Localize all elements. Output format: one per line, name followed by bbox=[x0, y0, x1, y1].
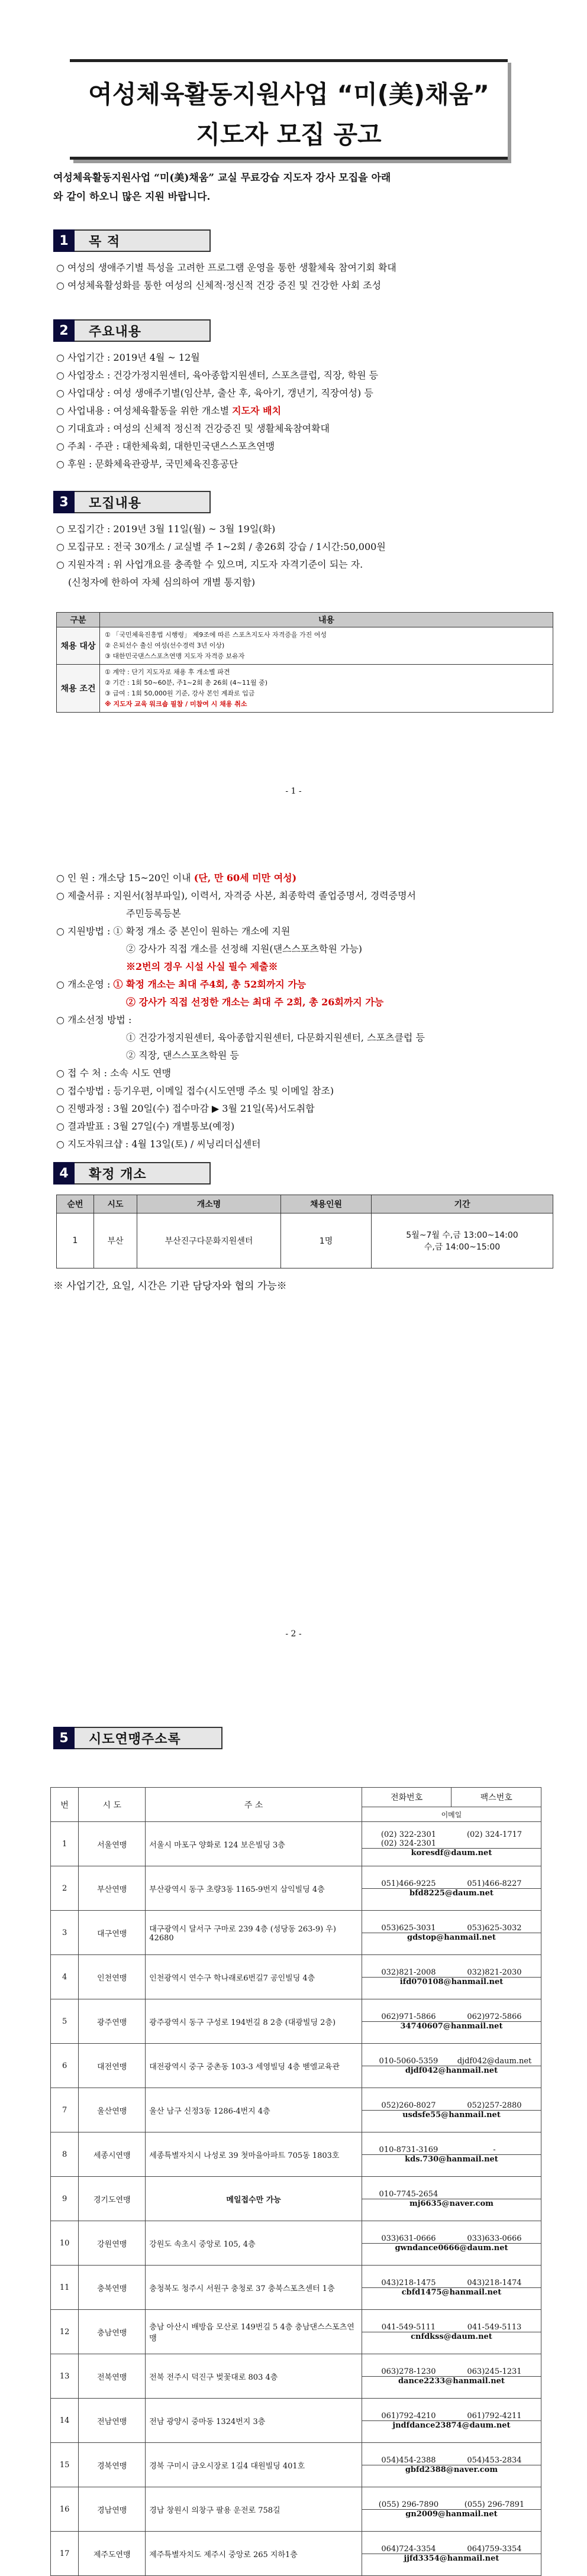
phone-fax bbox=[366, 2323, 537, 2332]
table-header: 기간 bbox=[372, 1195, 553, 1213]
list-item: ○ 개소선정 방법 : bbox=[56, 1014, 132, 1025]
table-row bbox=[51, 2088, 541, 2132]
item-text: ○ 개소운영 : bbox=[56, 979, 114, 990]
table-row bbox=[51, 2221, 541, 2266]
schedule-note: ※ 사업기간, 요일, 시간은 기관 담당자와 협의 가능※ bbox=[53, 1280, 287, 1292]
table-row bbox=[51, 2310, 541, 2354]
row-address: 세종특별자치시 나성로 39 첫마을아파트 705동 1803호 bbox=[146, 2132, 362, 2177]
item-text: ○ 사업내용 : 여성체육활동을 위한 개소별 bbox=[56, 405, 233, 416]
row-contact bbox=[362, 2487, 541, 2532]
row-email: cbfd1475@hanmail.net bbox=[401, 2287, 502, 2297]
row-phone: 051)466-9225 bbox=[381, 1879, 436, 1888]
row-number: 17 bbox=[51, 2532, 79, 2576]
page-1 bbox=[0, 0, 587, 840]
row-address: 인천광역시 연수구 학나래로6번길7 공인빌딩 4층 bbox=[146, 1955, 362, 1999]
list-item bbox=[56, 869, 553, 887]
intro-line-2: 와 같이 하오니 많은 지원 바랍니다. bbox=[53, 191, 211, 203]
list-item: ○ 사업기간 : 2019년 4월 ~ 12월 bbox=[56, 352, 200, 363]
cell-line: ② 기간 : 1회 50~60분, 주1~2회 총 26회 (4~11월 중) bbox=[105, 679, 268, 687]
row-city: 울산연맹 bbox=[79, 2088, 146, 2132]
row-number: 2 bbox=[51, 1866, 79, 1911]
row-fax: 063)245-1231 bbox=[467, 2367, 522, 2376]
row-fax: 033)633-0666 bbox=[467, 2234, 522, 2243]
row-city: 제주도연맹 bbox=[79, 2532, 146, 2576]
list-item: ○ 지원방법 : ① 확정 개소 중 본인이 원하는 개소에 지원 bbox=[56, 925, 291, 937]
main-list bbox=[56, 349, 553, 473]
row-number: 5 bbox=[51, 1999, 79, 2044]
purpose-list bbox=[56, 259, 553, 295]
row-number: 3 bbox=[51, 1911, 79, 1955]
table-header: 채용인원 bbox=[281, 1195, 372, 1213]
row-address: 울산 남구 신정3동 1286-4번지 4층 bbox=[146, 2088, 362, 2132]
list-item: ※2번의 경우 시설 사실 필수 제출※ bbox=[126, 961, 278, 972]
row-email: jjfd3354@hanmail.net bbox=[404, 2554, 499, 2563]
row-email: 34740607@hanmail.net bbox=[400, 2021, 503, 2031]
row-contact bbox=[362, 1911, 541, 1955]
row-fax: 052)257-2880 bbox=[467, 2101, 522, 2110]
table-header: 전화번호 bbox=[362, 1788, 451, 1807]
phone-fax bbox=[366, 2012, 537, 2021]
row-city: 대구연맹 bbox=[79, 1911, 146, 1955]
row-contact bbox=[362, 1822, 541, 1866]
row-address: 전남 광양시 중마동 1324번지 3층 bbox=[146, 2399, 362, 2443]
row-contact bbox=[362, 2044, 541, 2088]
section-confirmed-heading bbox=[53, 1162, 211, 1185]
row-phone: 061)792-4210 bbox=[381, 2411, 436, 2420]
list-item: ○ 모집규모 : 전국 30개소 / 교실별 주 1~2회 / 총26회 강습 / 1시간:50,000원 bbox=[56, 541, 386, 552]
phone-fax bbox=[366, 2101, 537, 2110]
list-item: ○ 결과발표 : 3월 27일(수) 개별통보(예정) bbox=[56, 1121, 235, 1132]
phone-fax bbox=[366, 2279, 537, 2287]
intro-paragraph bbox=[53, 169, 538, 206]
row-contact bbox=[362, 2132, 541, 2177]
row-fax: 062)972-5866 bbox=[467, 2012, 522, 2021]
row-email: bfd8225@daum.net bbox=[409, 1888, 494, 1898]
row-phone: 053)625-3031 bbox=[381, 1923, 436, 1933]
row-contact bbox=[362, 2177, 541, 2221]
phone-fax bbox=[366, 1879, 537, 1888]
table-header: 내용 bbox=[100, 613, 553, 627]
row-fax: 054)453-2834 bbox=[467, 2455, 522, 2465]
intro-line-1: 여성체육활동지원사업 “미(美)채움” 교실 무료강습 지도자 강사 모집을 아래 bbox=[53, 172, 391, 184]
row-contact bbox=[362, 2266, 541, 2310]
table-row bbox=[57, 1213, 553, 1268]
emphasis-text: (단, 만 60세 미만 여성) bbox=[193, 872, 297, 884]
table-header: 팩스번호 bbox=[451, 1788, 541, 1807]
phone-fax bbox=[366, 2456, 537, 2465]
phone-fax bbox=[366, 2145, 537, 2154]
row-email: djdf042@hanmail.net bbox=[405, 2066, 498, 2075]
row-phone: 041-549-5111 bbox=[381, 2322, 436, 2332]
row-address: 제주특별자치도 제주시 중앙로 265 지하1층 bbox=[146, 2532, 362, 2576]
table-cell: 1 bbox=[57, 1213, 94, 1268]
row-number: 6 bbox=[51, 2044, 79, 2088]
table-cell: 부산 bbox=[94, 1213, 137, 1268]
table-row bbox=[51, 1955, 541, 1999]
row-contact bbox=[362, 2443, 541, 2487]
row-email: gdstop@hanmail.net bbox=[407, 1933, 496, 1942]
row-email: koresdf@daum.net bbox=[411, 1849, 492, 1857]
row-number: 1 bbox=[51, 1822, 79, 1866]
section-label: 확정 개소 bbox=[75, 1162, 211, 1185]
list-item: (신청자에 한하여 자체 심의하여 개별 통지함) bbox=[68, 577, 256, 588]
table-row bbox=[51, 1999, 541, 2044]
table-header: 구분 bbox=[57, 613, 100, 627]
section-recruit-heading bbox=[53, 491, 211, 513]
table-row bbox=[51, 2266, 541, 2310]
row-fax: 051)466-8227 bbox=[467, 1879, 522, 1888]
table-header: 시 도 bbox=[79, 1788, 146, 1822]
list-item: ○ 접 수 처 : 소속 시도 연맹 bbox=[56, 1067, 172, 1079]
row-city: 인천연맹 bbox=[79, 1955, 146, 1999]
row-fax: 043)218-1474 bbox=[467, 2278, 522, 2287]
section-address-heading bbox=[53, 1727, 222, 1749]
section-number: 5 bbox=[53, 1727, 75, 1749]
row-address: 전북 전주시 덕진구 벚꽃대로 803 4층 bbox=[146, 2354, 362, 2399]
section-label: 목 적 bbox=[75, 229, 211, 252]
list-item: ○ 모집기간 : 2019년 3월 11일(월) ~ 3월 19일(화) bbox=[56, 523, 276, 535]
section-label: 모집내용 bbox=[75, 491, 211, 513]
confirmed-sites-table bbox=[56, 1195, 553, 1268]
row-city: 경기도연맹 bbox=[79, 2177, 146, 2221]
row-number: 7 bbox=[51, 2088, 79, 2132]
row-city: 부산연맹 bbox=[79, 1866, 146, 1911]
phone-fax bbox=[366, 2500, 537, 2509]
cell-line: 5월~7월 수,금 13:00~14:00 bbox=[406, 1231, 518, 1240]
row-fax: 061)792-4211 bbox=[467, 2411, 522, 2420]
list-item: ○ 여성의 생애주기별 특성을 고려한 프로그램 운영을 통한 생활체육 참여기회 확대 bbox=[56, 262, 396, 273]
phone-fax bbox=[366, 2545, 537, 2554]
row-phone: 062)971-5866 bbox=[381, 2012, 436, 2021]
cell-line: ① 계약 : 단기 지도자로 채용 후 개소별 파견 bbox=[105, 668, 230, 676]
federation-address-table bbox=[50, 1787, 541, 2576]
row-phone: 063)278-1230 bbox=[381, 2367, 436, 2376]
row-phone: 043)218-1475 bbox=[381, 2278, 436, 2287]
table-header: 개소명 bbox=[137, 1195, 281, 1213]
table-row bbox=[51, 1911, 541, 1955]
list-item: ① 건강가정지원센터, 육아종합지원센터, 다문화지원센터, 스포츠클럽 등 bbox=[126, 1032, 425, 1043]
row-contact bbox=[362, 1866, 541, 1911]
title-box bbox=[70, 59, 508, 160]
row-number: 13 bbox=[51, 2354, 79, 2399]
row-address: 광주광역시 동구 구성로 194번길 8 2층 (대광빌딩 2층) bbox=[146, 1999, 362, 2044]
table-cell bbox=[100, 665, 553, 713]
table-row bbox=[51, 2177, 541, 2221]
phone-fax bbox=[366, 2367, 537, 2376]
row-address: 메일접수만 가능 bbox=[146, 2177, 362, 2221]
row-city: 서울연맹 bbox=[79, 1822, 146, 1866]
table-row bbox=[51, 2354, 541, 2399]
cell-line: 수,금 14:00~15:00 bbox=[424, 1242, 501, 1252]
table-row bbox=[51, 2132, 541, 2177]
row-address: 강원도 속초시 중앙로 105, 4층 bbox=[146, 2221, 362, 2266]
row-number: 8 bbox=[51, 2132, 79, 2177]
row-number: 14 bbox=[51, 2399, 79, 2443]
list-item: ○ 여성체육활성화를 통한 여성의 신체적·정신적 건강 증진 및 건강한 사회 조성 bbox=[56, 280, 382, 291]
row-city: 경남연맹 bbox=[79, 2487, 146, 2532]
row-number: 15 bbox=[51, 2443, 79, 2487]
row-number: 12 bbox=[51, 2310, 79, 2354]
list-item: ○ 제출서류 : 지원서(첨부파일), 이력서, 자격증 사본, 최종학력 졸업증명서, 경력증명서 bbox=[56, 890, 417, 901]
row-email: ifd070108@hanmail.net bbox=[399, 1977, 504, 1986]
row-address: 대구광역시 달서구 구마로 239 4층 (성당동 263-9) 우) 42680 bbox=[146, 1911, 362, 1955]
table-cell bbox=[372, 1213, 553, 1268]
table-header: 시도 bbox=[94, 1195, 137, 1213]
row-label: 채용 조건 bbox=[57, 665, 100, 713]
recruit-list bbox=[56, 520, 553, 591]
table-row bbox=[51, 2044, 541, 2088]
list-item: ○ 사업대상 : 여성 생애주기별(임산부, 출산 후, 육아기, 갱년기, 직장여성) 등 bbox=[56, 387, 373, 399]
row-address: 대전광역시 중구 중촌동 103-3 세영빌딩 4층 벧엘교육관 bbox=[146, 2044, 362, 2088]
section-main-heading bbox=[53, 319, 211, 342]
row-email: usdsfe55@hanmail.net bbox=[402, 2110, 501, 2119]
table-row bbox=[51, 2487, 541, 2532]
list-item: ② 강사가 직접 개소를 선정해 지원(댄스스포츠학원 가능) bbox=[126, 943, 363, 954]
table-cell bbox=[100, 627, 553, 665]
row-phone: 010-5060-5359 bbox=[379, 2056, 438, 2066]
row-fax: 041-549-5113 bbox=[467, 2322, 522, 2332]
phone-fax bbox=[366, 2190, 537, 2199]
recruit-details-list bbox=[56, 869, 553, 1153]
page-2 bbox=[0, 840, 587, 1679]
page-number: - 1 - bbox=[285, 787, 302, 796]
row-phone: 032)821-2008 bbox=[381, 1967, 436, 1977]
row-email: cnfdkss@daum.net bbox=[411, 2332, 492, 2341]
table-header: 순번 bbox=[57, 1195, 94, 1213]
row-city: 경북연맹 bbox=[79, 2443, 146, 2487]
row-contact bbox=[362, 2532, 541, 2576]
row-email: gwndance0666@daum.net bbox=[395, 2243, 508, 2253]
row-fax: (055) 296-7891 bbox=[464, 2500, 525, 2509]
row-email: mj6635@naver.com bbox=[409, 2199, 494, 2208]
table-cell: 부산진구다문화지원센터 bbox=[137, 1213, 281, 1268]
table-header: 번 bbox=[51, 1788, 79, 1822]
row-fax: djdf042@daum.net bbox=[457, 2056, 532, 2066]
table-header: 주 소 bbox=[146, 1788, 362, 1822]
row-number: 9 bbox=[51, 2177, 79, 2221]
table-row bbox=[51, 2443, 541, 2487]
list-item: ② 강사가 직접 선정한 개소는 최대 주 2회, 총 26회까지 가능 bbox=[126, 996, 384, 1008]
row-number: 4 bbox=[51, 1955, 79, 1999]
row-phone: 054)454-2388 bbox=[381, 2455, 436, 2465]
row-fax bbox=[451, 2190, 537, 2199]
row-phone: 033)631-0666 bbox=[381, 2234, 436, 2243]
row-fax: 053)625-3032 bbox=[467, 1923, 522, 1933]
row-email: kds.730@hanmail.net bbox=[405, 2154, 498, 2164]
row-phone: 064)724-3354 bbox=[381, 2544, 436, 2554]
section-label: 시도연맹주소록 bbox=[75, 1727, 222, 1749]
table-cell: 1명 bbox=[281, 1213, 372, 1268]
list-item bbox=[56, 976, 553, 993]
row-contact bbox=[362, 2088, 541, 2132]
list-item: ○ 사업장소 : 건강가정지원센터, 육아종합지원센터, 스포츠클럽, 직장, 학원 등 bbox=[56, 370, 379, 381]
row-email: dance2233@hanmail.net bbox=[398, 2376, 505, 2386]
row-contact bbox=[362, 2354, 541, 2399]
row-city: 충북연맹 bbox=[79, 2266, 146, 2310]
phone-fax bbox=[366, 2234, 537, 2243]
list-item: ② 직장, 댄스스포츠학원 등 bbox=[126, 1050, 239, 1061]
phone-fax bbox=[366, 2057, 537, 2066]
section-number: 2 bbox=[53, 319, 75, 342]
table-row bbox=[51, 2399, 541, 2443]
row-address: 경북 구미시 금오시장로 1길4 대원빌딩 401호 bbox=[146, 2443, 362, 2487]
phone-fax bbox=[366, 1924, 537, 1933]
row-fax: - bbox=[493, 2145, 496, 2154]
row-email: gbfd2388@naver.com bbox=[405, 2465, 498, 2474]
row-fax: 032)821-2030 bbox=[467, 1967, 522, 1977]
section-number: 1 bbox=[53, 229, 75, 252]
row-contact bbox=[362, 2221, 541, 2266]
list-item: ○ 주최 · 주관 : 대한체육회, 대한민국댄스스포츠연맹 bbox=[56, 441, 275, 452]
phone-fax bbox=[366, 1968, 537, 1977]
list-item: ○ 기대효과 : 여성의 신체적 정신적 건강증진 및 생활체육참여확대 bbox=[56, 423, 330, 434]
table-row bbox=[51, 1822, 541, 1866]
item-text: ○ 인 원 : 개소당 15~20인 이내 bbox=[56, 872, 194, 884]
row-email: gn2009@hanmail.net bbox=[405, 2509, 498, 2519]
row-address: 경남 창원시 의창구 팔용 운전로 758길 bbox=[146, 2487, 362, 2532]
qualification-table bbox=[56, 612, 553, 713]
page-3 bbox=[0, 1679, 587, 2563]
page-number: - 2 - bbox=[285, 1629, 302, 1639]
section-purpose-heading bbox=[53, 229, 211, 252]
list-item: ○ 진행과정 : 3월 20일(수) 접수마감 ▶ 3월 21일(목)서도취합 bbox=[56, 1103, 315, 1114]
row-contact bbox=[362, 1955, 541, 1999]
list-item: ○ 지원자격 : 위 사업개요를 충족할 수 있으며, 지도자 자격기준이 되는 자. bbox=[56, 559, 363, 570]
table-row bbox=[51, 1866, 541, 1911]
row-phone: 010-8731-3169 bbox=[379, 2145, 438, 2154]
emphasis-text: ① 확정 개소는 최대 주4회, 총 52회까지 가능 bbox=[113, 979, 307, 990]
row-contact bbox=[362, 2399, 541, 2443]
list-item: 주민등록등본 bbox=[126, 908, 181, 919]
row-contact bbox=[362, 2310, 541, 2354]
table-row bbox=[51, 2532, 541, 2576]
row-fax: 064)759-3354 bbox=[467, 2544, 522, 2554]
list-item: ○ 후원 : 문화체육관광부, 국민체육진흥공단 bbox=[56, 458, 238, 470]
phone-fax bbox=[366, 2412, 537, 2420]
list-item: ○ 접수방법 : 등기우편, 이메일 접수(시도연맹 주소 및 이메일 참조) bbox=[56, 1085, 334, 1096]
page-subtitle: 지도자 모집 공고 bbox=[196, 120, 382, 149]
row-phone: 052)260-8027 bbox=[381, 2101, 436, 2110]
row-city: 충남연맹 bbox=[79, 2310, 146, 2354]
phone-fax bbox=[366, 1830, 537, 1848]
list-item: ○ 지도자워크샵 : 4월 13일(토) / 씨닝리더십센터 bbox=[56, 1138, 261, 1150]
cell-line: ③ 대한민국댄스스포츠연맹 지도자 자격증 보유자 bbox=[105, 652, 245, 660]
section-number: 3 bbox=[53, 491, 75, 513]
cell-line: ② 은퇴선수 출신 여성(선수경력 3년 이상) bbox=[105, 642, 225, 649]
emphasis-text: 지도자 배치 bbox=[232, 405, 282, 416]
row-phone: 010-7745-2654 bbox=[379, 2189, 438, 2199]
row-city: 대전연맹 bbox=[79, 2044, 146, 2088]
row-number: 11 bbox=[51, 2266, 79, 2310]
row-address: 충청북도 청주시 서원구 충청로 37 충북스포츠센터 1층 bbox=[146, 2266, 362, 2310]
row-phone: (02) 322-2301 (02) 324-2301 bbox=[380, 1830, 436, 1848]
page-title: 여성체육활동지원사업 “미(美)채움” bbox=[88, 80, 489, 109]
cell-line: ① 「국민체육진흥법 시행령」 제9조에 따른 스포츠지도사 자격증을 가진 여성 bbox=[105, 631, 327, 639]
row-contact bbox=[362, 1999, 541, 2044]
row-number: 10 bbox=[51, 2221, 79, 2266]
row-city: 강원연맹 bbox=[79, 2221, 146, 2266]
row-email: jndfdance23874@daum.net bbox=[392, 2420, 511, 2430]
row-address: 부산광역시 동구 초량3동 1165-9번지 삼익빌딩 4층 bbox=[146, 1866, 362, 1911]
row-city: 전북연맹 bbox=[79, 2354, 146, 2399]
row-city: 전남연맹 bbox=[79, 2399, 146, 2443]
row-city: 세종시연맹 bbox=[79, 2132, 146, 2177]
row-label: 채용 대상 bbox=[57, 627, 100, 665]
row-address: 서울시 마포구 양화로 124 보은빌딩 3층 bbox=[146, 1822, 362, 1866]
cell-line-warning: ※ 지도자 교육 워크숍 필참 / 미참여 시 채용 취소 bbox=[105, 700, 247, 708]
list-item bbox=[56, 402, 553, 420]
row-city: 광주연맹 bbox=[79, 1999, 146, 2044]
row-fax: (02) 324-1717 bbox=[466, 1830, 523, 1839]
row-phone: (055) 296-7890 bbox=[378, 2500, 439, 2509]
row-number: 16 bbox=[51, 2487, 79, 2532]
section-label: 주요내용 bbox=[75, 319, 211, 342]
cell-line: ③ 급여 : 1회 50,000원 기준, 강사 본인 계좌로 입금 bbox=[105, 690, 255, 697]
row-address: 충남 아산시 배방읍 모산로 149번길 5 4층 충남댄스스포츠연맹 bbox=[146, 2310, 362, 2354]
section-number: 4 bbox=[53, 1162, 75, 1185]
table-header: 이메일 bbox=[362, 1807, 541, 1822]
